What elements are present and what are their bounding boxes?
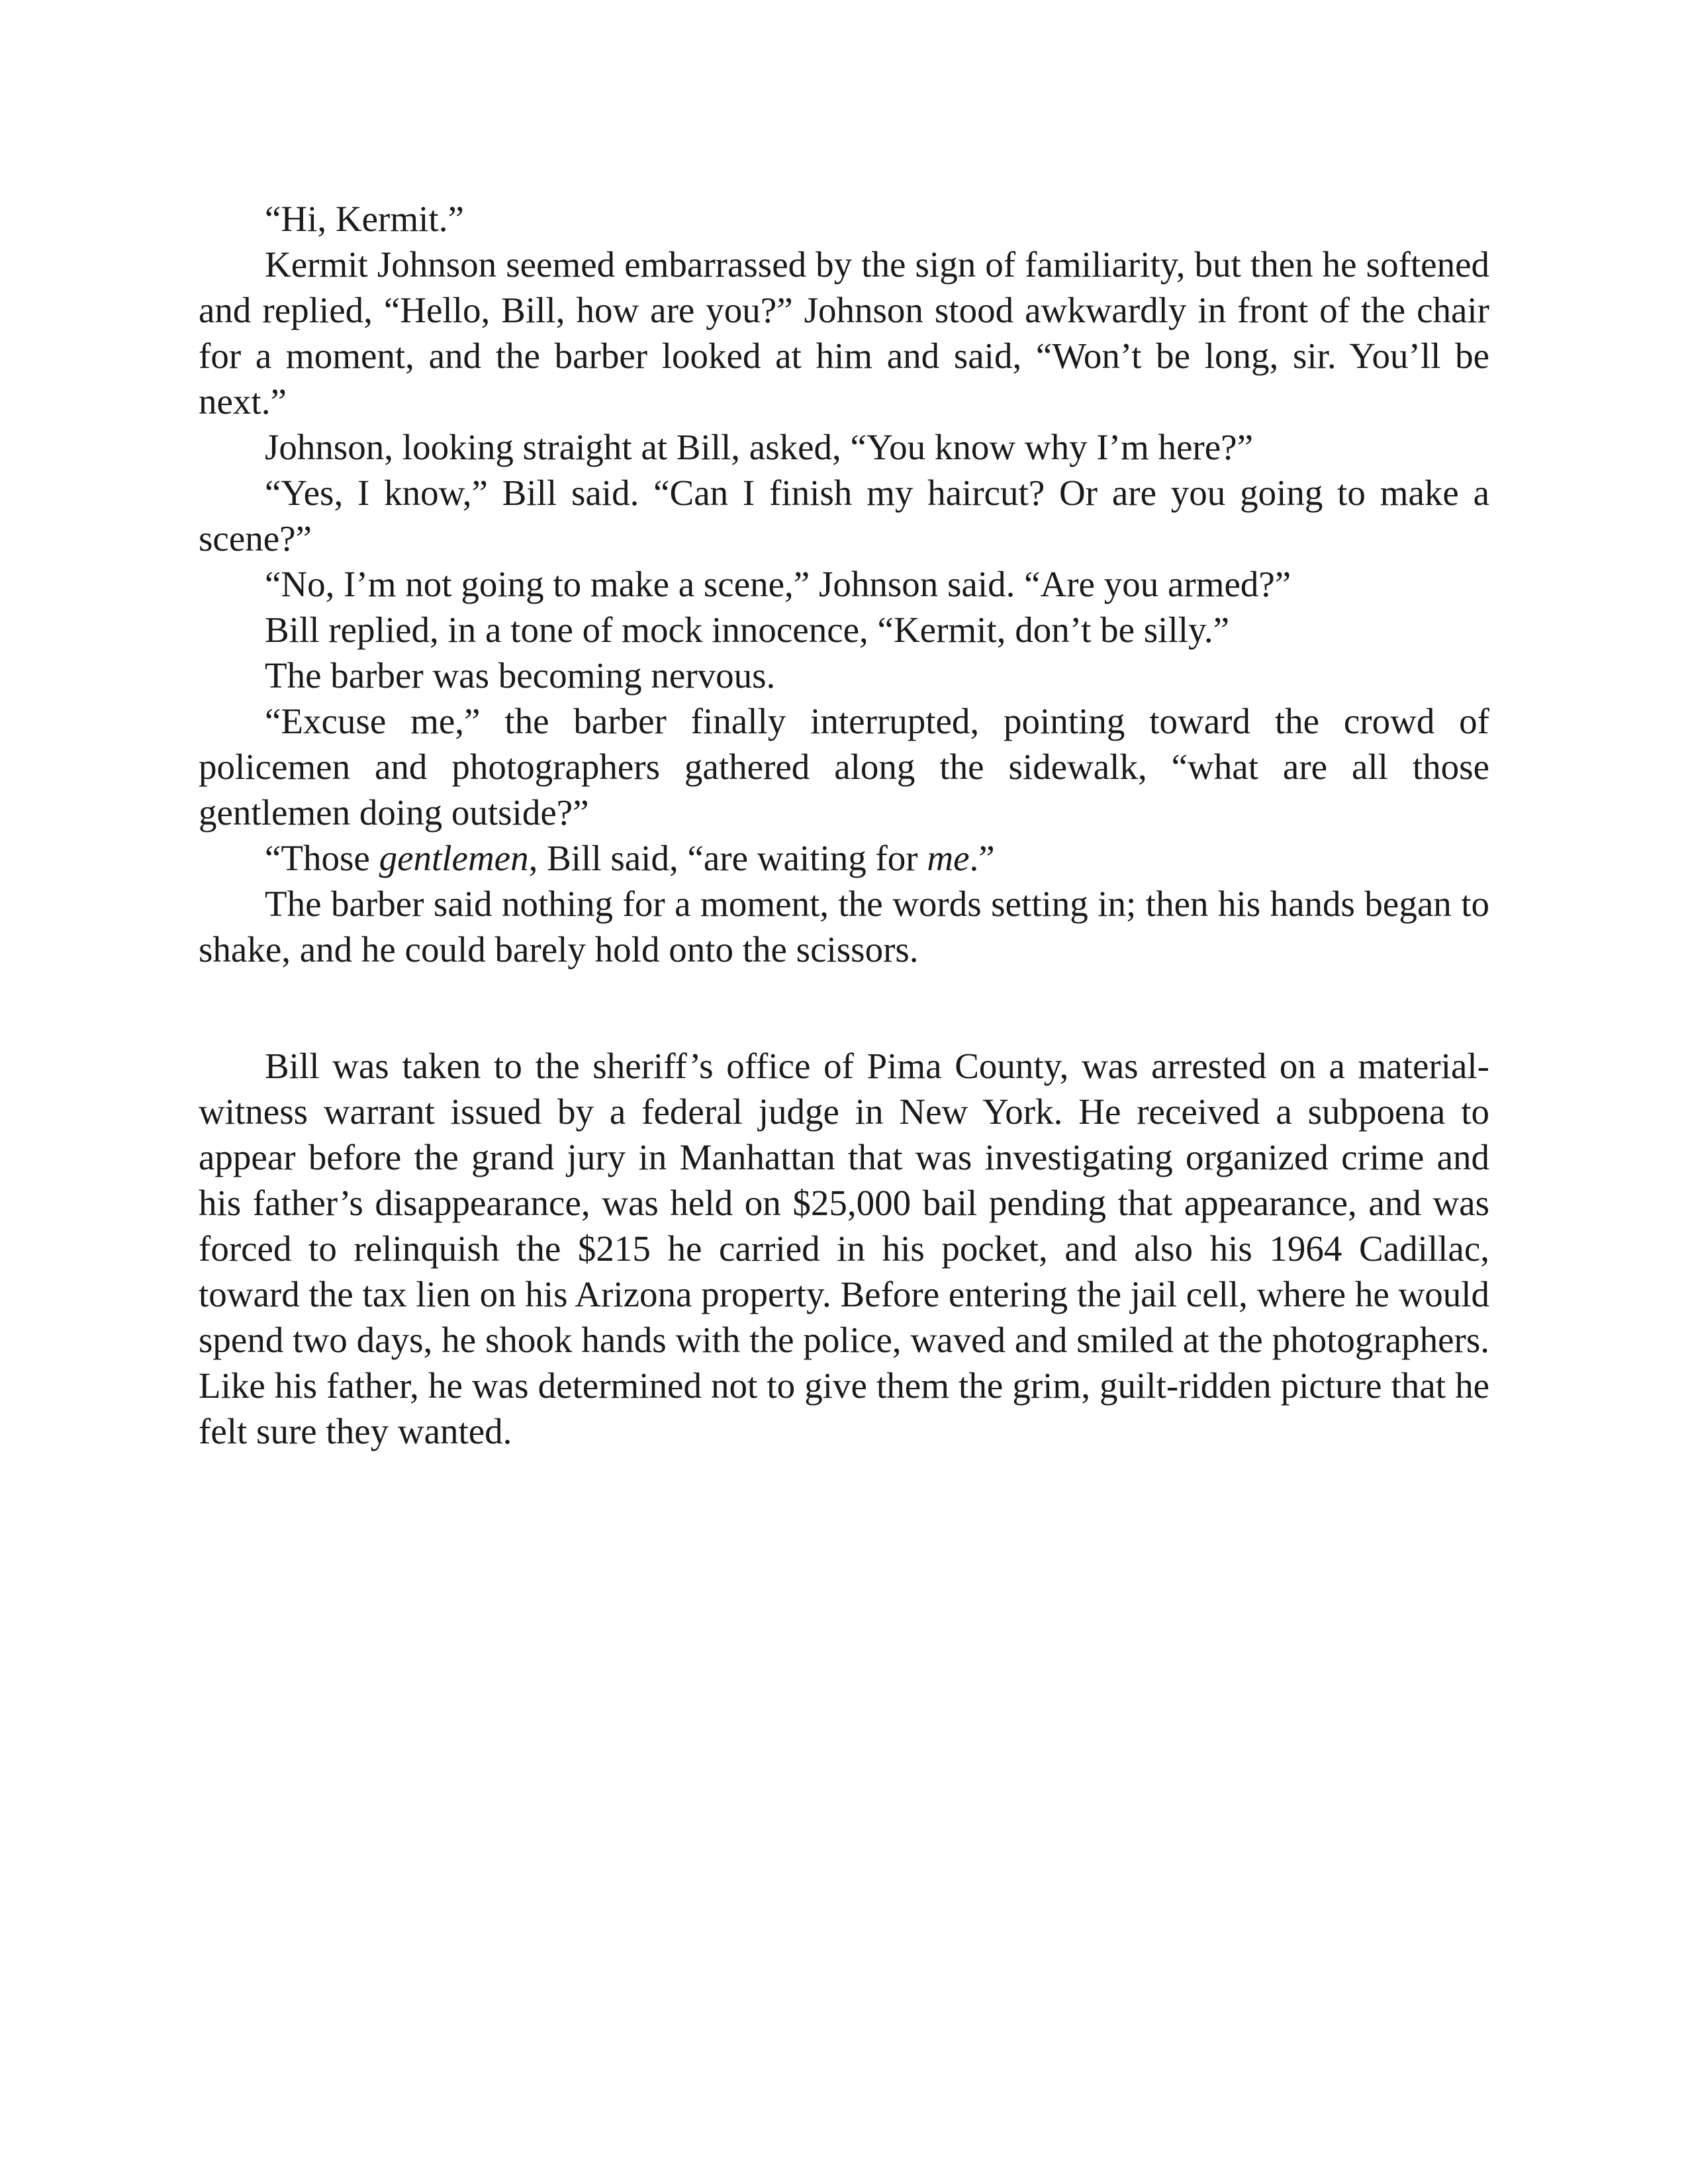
text-run: , Bill said, “are waiting for <box>528 838 927 878</box>
paragraph: Johnson, looking straight at Bill, asked, “You know why I’m here?” <box>265 427 1253 467</box>
text-run: “Those <box>265 838 379 878</box>
paragraph: “Hi, Kermit.” <box>265 199 464 239</box>
paragraph: The barber was becoming nervous. <box>265 655 776 696</box>
paragraph: Bill replied, in a tone of mock innocence, “Kermit, don’t be silly.” <box>265 610 1230 650</box>
paragraph: “Yes, I know,” Bill said. “Can I finish my haircut? Or are you going to make a scene?” <box>199 473 1489 559</box>
emphasis-text: me <box>927 838 970 878</box>
paragraph: Kermit Johnson seemed embarrassed by the sign of familiarity, but then he softened and replied, “Hello, Bill, how are you?” Johnson stood awkwardly in front of the chair for a moment, and the barber looked at him and said, “Won’t be long, sir. You’ll be next.” <box>199 244 1489 422</box>
text-run: .” <box>969 838 995 878</box>
emphasis-text: gentlemen <box>379 838 529 878</box>
paragraph: “No, I’m not going to make a scene,” Johnson said. “Are you armed?” <box>265 564 1291 604</box>
paragraph-with-emphasis <box>199 835 1489 881</box>
paragraph: “Excuse me,” the barber finally interrupted, pointing toward the crowd of policemen and photographers gathered along the sidewalk, “what are all those gentlemen doing outside?” <box>199 701 1489 833</box>
paragraph: Bill was taken to the sheriff’s office of Pima County, was arrested on a material-witness warrant issued by a federal judge in New York. He received a subpoena to appear before the grand jury in Manhattan that was investigating organized crime and his father’s disappearance, was held on $25,000 bail pending that appearance, and was forced to relinquish the $215 he carried in his pocket, and also his 1964 Cadillac, toward the tax lien on his Arizona property. Before entering the jail cell, where he would spend two days, he shook hands with the police, waved and smiled at the photographers. Like his father, he was determined not to give them the grim, guilt-ridden picture that he felt sure they wanted. <box>199 1046 1489 1451</box>
dialogue-section <box>199 196 1489 972</box>
aftermath-section <box>199 1043 1489 1454</box>
paragraph: The barber said nothing for a moment, the words setting in; then his hands began to shake, and he could barely hold onto the scissors. <box>199 884 1489 970</box>
